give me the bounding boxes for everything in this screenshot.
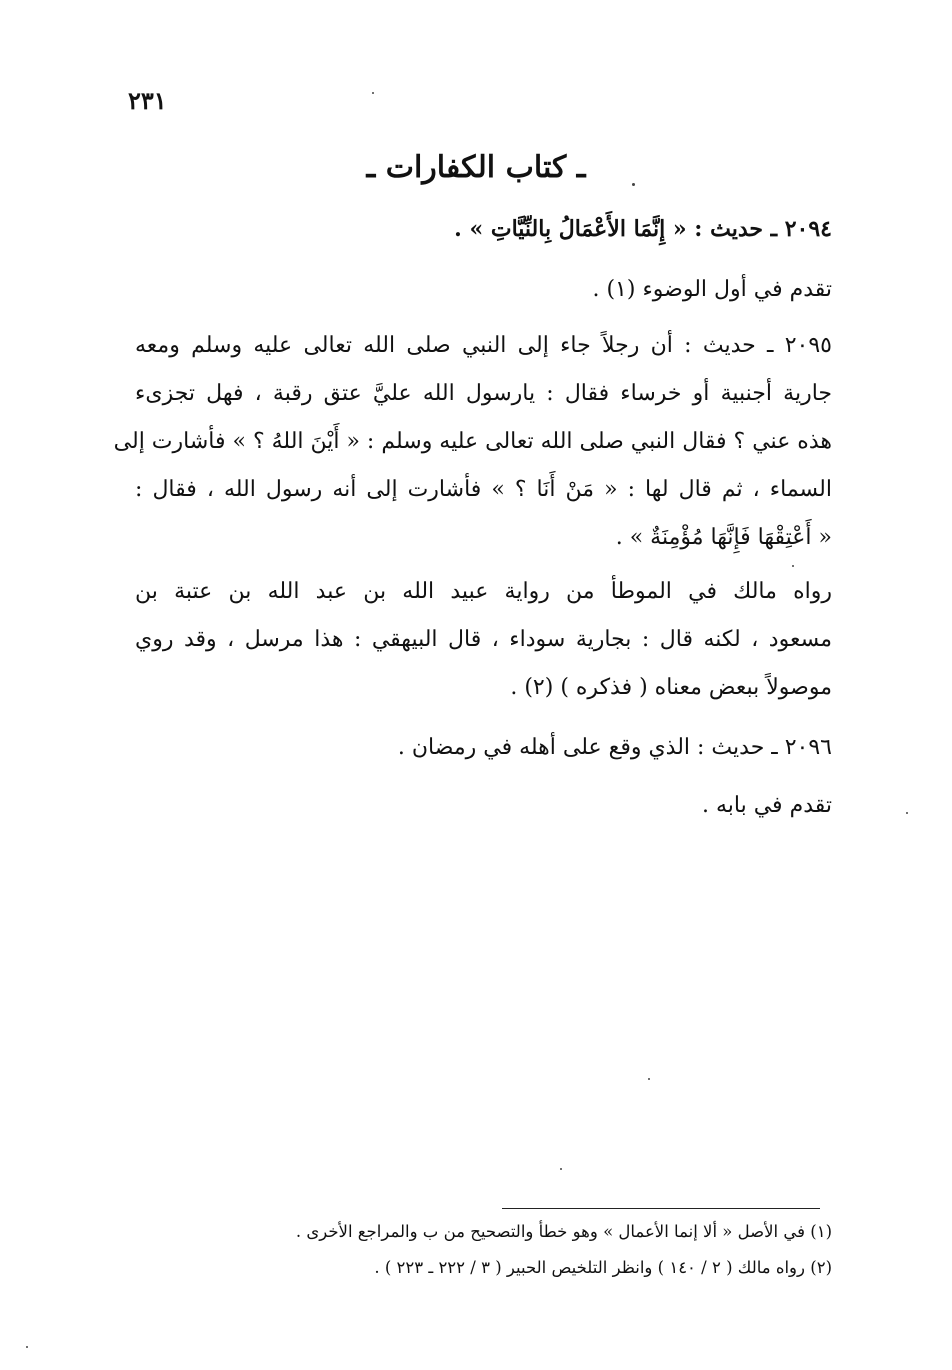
scan-speck [792,565,794,567]
chapter-title: ـ كتاب الكفارات ـ [366,150,586,185]
entry-2095-line-8: موصولاً ببعض معناه ( فذكره ) (٢) . [510,675,832,700]
scan-speck [632,183,635,186]
footnote-1: (١) في الأصل « ألا إنما الأعمال » وهو خطأ والتصحيح من ب والمراجع الأخرى . [295,1222,832,1241]
entry-2095-line-2: جارية أجنبية أو خرساء فقال : يارسول الله عليَّ عتق رقبة ، فهل تجزىء [135,381,832,406]
scan-speck [906,812,908,814]
scan-speck [26,1346,28,1348]
footnote-divider [502,1208,820,1209]
scan-speck [648,1078,650,1080]
entry-2095-line-4: السماء ، ثم قال لها : « مَنْ أَنَا ؟ » فأشارت إلى أنه رسول الله ، فقال : [135,477,832,502]
scan-speck [372,92,374,94]
scan-speck [560,1168,562,1170]
entry-2095-line-7: مسعود ، لكنه قال : بجارية سوداء ، قال البيهقي : هذا مرسل ، وقد روي [135,627,832,652]
entry-2095-line-3: هذه عني ؟ فقال النبي صلى الله تعالى عليه وسلم : « أَيْنَ اللهُ ؟ » فأشارت إلى [113,429,832,454]
entry-2096-note: تقدم في بابه . [702,793,832,818]
entry-2096-heading: ٢٠٩٦ ـ حديث : الذي وقع على أهله في رمضان . [397,735,832,760]
entry-2095-line-6: رواه مالك في الموطأ من رواية عبيد الله بن عبد الله بن عتبة بن [135,579,832,604]
entry-2094-heading: ٢٠٩٤ ـ حديث : « إِنَّمَا الأَعْمَالُ بِالنِّيَّاتِ » . [454,216,832,242]
entry-2094-note: تقدم في أول الوضوء (١) . [592,277,832,302]
entry-2095-line-1: ٢٠٩٥ ـ حديث : أن رجلاً جاء إلى النبي صلى الله تعالى عليه وسلم ومعه [135,333,832,358]
entry-2095-line-5: « أَعْتِقْهَا فَإِنَّهَا مُؤْمِنَةٌ » . [615,525,832,550]
page-number: ٢٣١ [128,86,167,115]
footnote-2: (٢) رواه مالك ( ٢ / ١٤٠ ) وانظر التلخيص الحبير ( ٣ / ٢٢٢ ـ ٢٢٣ ) . [374,1258,832,1277]
